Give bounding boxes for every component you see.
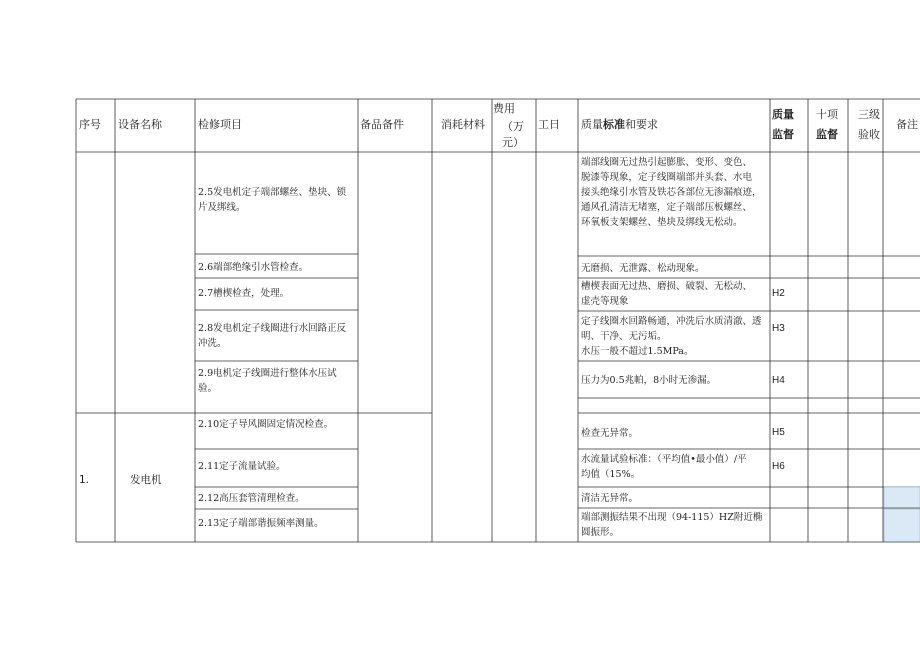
table-row-code: H4 bbox=[772, 375, 785, 386]
table-row-standard: 检查无异常。 bbox=[581, 428, 639, 439]
table-row-item: 2.13定子端部谐振频率测量。 bbox=[198, 518, 324, 529]
header-seq: 序号 bbox=[79, 118, 101, 131]
header-ten-supervision-line2: 监督 bbox=[816, 128, 838, 141]
header-consumables: 消耗材料 bbox=[441, 118, 485, 131]
table-row-standard: 端部线圈无过热引起膨胀、变形、变色、 脱漆等现象，定子线圈端部并头套、水电 接头绝缘引水管及铁芯各部位无渗漏痕迹， 通风孔清洁无堵塞，定子端部压板螺丝、 环氧板支架螺丝、垫块及绑线无松动。 bbox=[581, 157, 762, 228]
table-row-code: H5 bbox=[772, 427, 785, 438]
header-item: 检修项目 bbox=[198, 118, 242, 131]
header-quality-supervision-line2: 监督 bbox=[772, 128, 794, 141]
table-row-item: 2.9电机定子线圈进行整体水压试 验。 bbox=[198, 368, 337, 394]
group-seq: 1. bbox=[79, 474, 90, 486]
table-row-standard: 槽楔表面无过热、磨损、破裂、无松动、 虚壳等现象 bbox=[581, 281, 753, 307]
header-cost-line3: 元） bbox=[502, 136, 524, 149]
header-spare-parts: 备品备件 bbox=[360, 118, 404, 131]
table-row-code: H2 bbox=[772, 288, 785, 299]
table-row-item: 2.5发电机定子端部螺丝、垫块、锁 片及绑线。 bbox=[198, 187, 347, 213]
table-row-code: H3 bbox=[772, 323, 785, 334]
table-row-item: 2.12高压套管清理检查。 bbox=[198, 493, 305, 504]
table-row-standard: 无磨损、无泄露、松动现象。 bbox=[581, 263, 705, 274]
header-ten-supervision-line1: 十项 bbox=[816, 108, 838, 121]
header-three-level-line1: 三级 bbox=[858, 108, 880, 121]
header-cost-line1: 费用 bbox=[493, 102, 515, 115]
table-row-item: 2.10定子导风圈固定情况检查。 bbox=[198, 419, 334, 430]
group-device: 发电机 bbox=[130, 474, 162, 486]
header-remarks: 备注 bbox=[896, 118, 918, 131]
table-row-code: H6 bbox=[772, 461, 785, 472]
header-quality-supervision-line1: 质量 bbox=[772, 108, 794, 121]
table-row-item: 2.8发电机定子线圈进行水回路正反 冲洗。 bbox=[198, 323, 347, 349]
table-row-item: 2.11定子流量试验。 bbox=[198, 461, 286, 472]
header-cost-line2: （万 bbox=[502, 120, 524, 133]
table-row-standard: 压力为0.5兆帕，8小时无渗漏。 bbox=[581, 375, 717, 386]
header-device-name: 设备名称 bbox=[118, 118, 162, 131]
table-row-standard: 端部测振结果不出现（94-115）HZ附近椭 圆振形。 bbox=[581, 512, 763, 538]
header-three-level-line2: 验收 bbox=[858, 128, 880, 141]
table-row-item: 2.6端部绝缘引水管检查。 bbox=[198, 262, 309, 273]
header-labor: 工日 bbox=[538, 118, 560, 131]
header-quality-standard: 质量标准和要求 bbox=[581, 118, 658, 131]
table-row-standard: 水流量试验标准：（平均值•最小值）/平 均值（15%。 bbox=[581, 454, 747, 480]
table-row-standard: 清洁无异常。 bbox=[581, 493, 639, 504]
table-row-item: 2.7槽楔检查，处理。 bbox=[198, 288, 290, 299]
table-row-standard: 定子线圈水回路畅通，冲洗后水质清澈、透 明、干净、无污垢。 水压一般不超过1.5MPa。 bbox=[581, 316, 762, 357]
